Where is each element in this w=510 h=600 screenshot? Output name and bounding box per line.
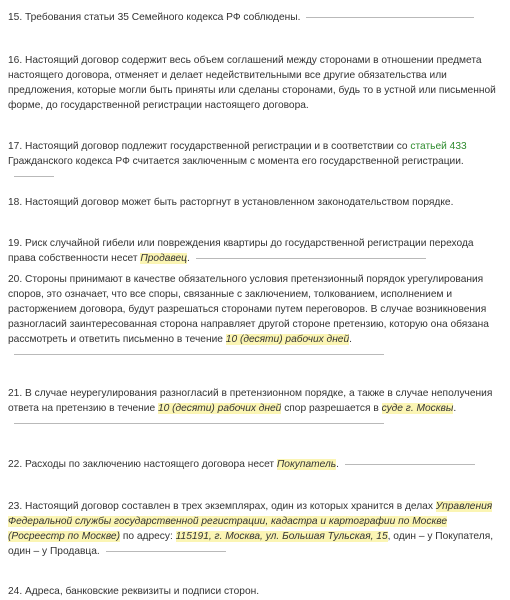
article-433-link[interactable]: статьей 433: [410, 141, 467, 152]
clause-22: [8, 457, 500, 472]
fill-line: [14, 354, 384, 355]
clause-17: [8, 139, 500, 184]
fill-line: [196, 258, 426, 259]
fill-line: [106, 551, 226, 552]
clause-23-text-end: , один – у Покупателя, один – у Продавца.: [8, 531, 494, 557]
clause-21-text-end: .: [453, 403, 457, 414]
clause-24-text: 24. Адреса, банковские реквизиты и подписи сторон.: [8, 586, 260, 597]
court-highlight: суде г. Москвы: [381, 403, 454, 414]
clause-16: [8, 53, 500, 113]
registry-office-highlight: Управления Федеральной службы государственной регистрации, кадастра и картографии по Москве (Росреестр по Москве): [8, 501, 493, 542]
fill-line: [345, 464, 475, 465]
clause-19-text: 19. Риск случайной гибели или повреждения квартиры до государственной регистрации перехода права собственности несет: [8, 238, 474, 264]
clause-21: [8, 386, 500, 431]
seller-highlight: Продавец: [140, 253, 187, 264]
clause-24: [8, 584, 500, 599]
clause-18: [8, 195, 500, 210]
clause-16-text: 16. Настоящий договор содержит весь объем соглашений между сторонами в отношении предмета настоящего договора, отменяет и делает недействительными все другие обязательства или предложения, которые могли быть приняты или сделаны сторонами, будь то в устной или письменной форме, до государственной регистрации настоящего договора.: [8, 55, 496, 111]
response-term-highlight: 10 (десяти) рабочих дней: [225, 334, 350, 345]
fill-line: [14, 423, 384, 424]
clause-21-text: 21. В случае неурегулирования разногласий в претензионном порядке, а также в случае неполучения ответа на претензию в течение: [8, 388, 493, 414]
buyer-highlight: Покупатель: [276, 459, 337, 470]
clause-19-text-end: .: [186, 253, 190, 264]
clause-23-text-mid: по адресу:: [120, 531, 176, 542]
clause-19: [8, 236, 500, 266]
clause-22-text: 22. Расходы по заключению настоящего договора несет: [8, 459, 277, 470]
address-highlight: 115191, г. Москва, ул. Большая Тульская, 15: [175, 531, 388, 542]
clause-22-text-end: .: [336, 459, 339, 470]
clause-17-text: 17. Настоящий договор подлежит государственной регистрации и в соответствии со: [8, 141, 411, 152]
clause-21-text-mid: спор разрешается в: [281, 403, 382, 414]
clause-23: [8, 499, 500, 559]
clause-15: [8, 10, 500, 25]
clause-20: [8, 272, 500, 362]
contract-document: [8, 0, 504, 600]
clause-23-text: 23. Настоящий договор составлен в трех экземплярах, один из которых хранится в делах: [8, 501, 436, 512]
clause-18-text: 18. Настоящий договор может быть расторгнут в установленном законодательством порядке.: [8, 197, 454, 208]
fill-line: [14, 176, 54, 177]
fill-line: [306, 17, 474, 18]
clause-15-text: 15. Требования статьи 35 Семейного кодекса РФ соблюдены.: [8, 12, 301, 23]
clause-20-text-end: .: [349, 334, 352, 345]
dispute-term-highlight: 10 (десяти) рабочих дней: [158, 403, 282, 414]
clause-17-text-end: Гражданского кодекса РФ считается заключенным с момента его государственной регистрации.: [8, 156, 464, 167]
clause-20-text: 20. Стороны принимают в качестве обязательного условия претензионный порядок урегулирования споров, это означает, что все споры, связанные с заключением, толкованием, исполнением и расторжением договора, будут разрешаться сторонами путем переговоров. В случае возникновения разногласий заинтересованная сторона направляет другой стороне претензию, которую она обязана рассмотреть и ответить письменно в течение: [8, 274, 489, 345]
